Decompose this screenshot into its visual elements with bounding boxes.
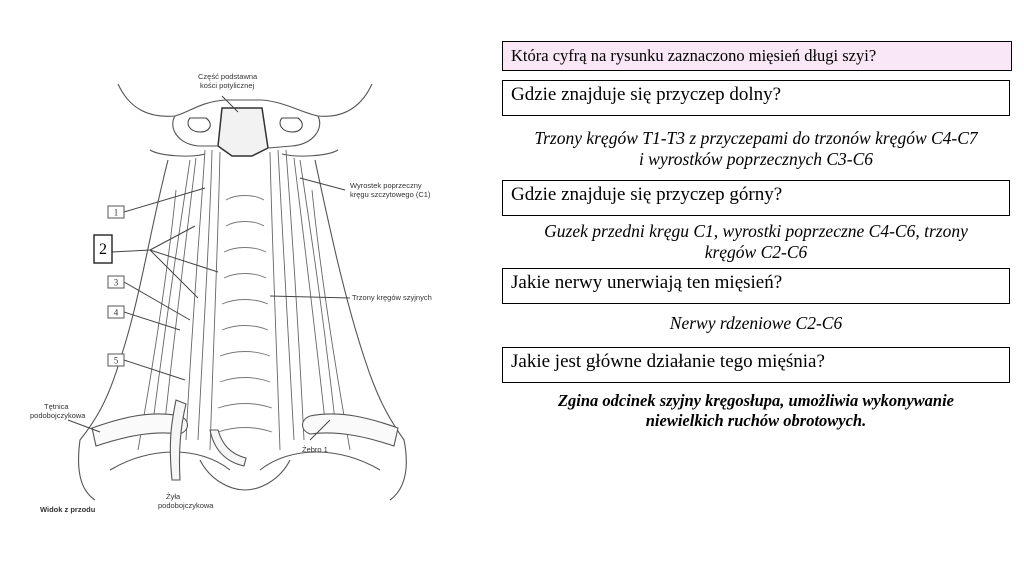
- label-transverse-process-line2: kręgu szczytowego (C1): [350, 190, 431, 199]
- figure-number-5: 5: [113, 355, 119, 366]
- label-transverse-process-line1: Wyrostek poprzeczny: [350, 181, 422, 190]
- question-1: Która cyfrą na rysunku zaznaczono mięsień długi szyi?: [502, 41, 1012, 71]
- answer-5: [502, 391, 1010, 431]
- neck-muscles-anatomy-figure: [0, 0, 480, 574]
- answer-5-line2: niewielkich ruchów obrotowych.: [645, 410, 867, 430]
- neck-outline-right: [315, 160, 406, 500]
- label-basilar-part-line1: Część podstawna: [198, 72, 258, 81]
- figure-number-3: 3: [113, 277, 119, 288]
- occipital-bone: [218, 108, 268, 156]
- subclavian-artery: [170, 400, 186, 480]
- answer-3-line2: kręgów C2-C6: [704, 242, 808, 262]
- figure-number-2: 2: [99, 241, 107, 258]
- right-clavicle: [303, 414, 399, 446]
- answer-4: Nerwy rdzeniowe C2-C6: [669, 313, 843, 333]
- question-2: Gdzie znajduje się przyczep dolny?: [502, 80, 1010, 116]
- figure-number-1: 1: [113, 207, 119, 218]
- answer-2: [502, 128, 1010, 170]
- question-5: Jakie jest główne działanie tego mięśnia?: [502, 347, 1010, 383]
- label-vertebral-bodies: Trzony kręgów szyjnych: [352, 293, 432, 302]
- label-basilar-part-line2: kości potylicznej: [200, 81, 255, 90]
- label-artery-line2: podobojczykowa: [30, 411, 86, 420]
- label-view: Widok z przodu: [40, 505, 96, 514]
- figure-number-4: 4: [113, 307, 119, 318]
- answer-2-line2: i wyrostków poprzecznych C3-C6: [638, 149, 874, 169]
- answer-3-line1: Guzek przedni kręgu C1, wyrostki poprzeczne C4-C6, trzony: [544, 221, 968, 241]
- answer-2-line1: Trzony kręgów T1-T3 z przyczepami do trzonów kręgów C4-C7: [534, 128, 978, 148]
- label-artery-line1: Tętnica: [44, 402, 69, 411]
- label-vein-line1: Żyła: [166, 492, 181, 501]
- question-4: Jakie nerwy unerwiają ten mięsień?: [502, 268, 1010, 304]
- label-vein-line2: podobojczykowa: [158, 501, 214, 510]
- answer-3: [502, 221, 1010, 263]
- answer-5-line1: Zgina odcinek szyjny kręgosłupa, umożliwia wykonywanie: [557, 391, 955, 410]
- question-3: Gdzie znajduje się przyczep górny?: [502, 180, 1010, 216]
- label-rib: Żebro 1: [302, 445, 328, 454]
